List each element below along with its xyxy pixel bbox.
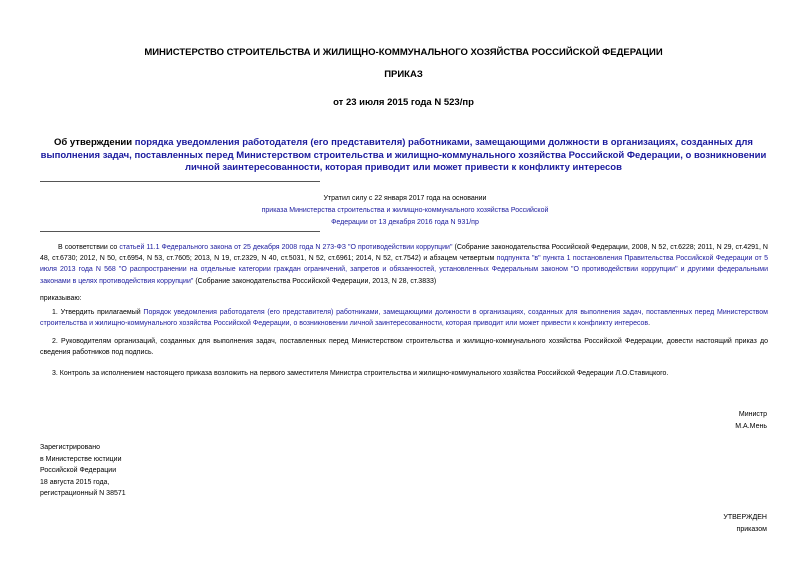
preamble-paragraph bbox=[40, 242, 768, 287]
signature-block bbox=[735, 409, 767, 432]
document-title bbox=[35, 137, 772, 175]
item-1-suffix: . bbox=[648, 320, 651, 328]
preamble-text-3: (Собрание законодательства Российской Федерации, 2013, N 28, ст.3833) bbox=[193, 277, 437, 285]
divider-top bbox=[40, 181, 320, 182]
approval-line-2: приказом bbox=[736, 525, 767, 533]
registration-line-4: 18 августа 2015 года, bbox=[40, 478, 110, 486]
preamble-text-1: В соответствии со bbox=[58, 244, 120, 251]
doc-type-heading: ПРИКАЗ bbox=[384, 69, 423, 80]
orders-label: приказываю: bbox=[40, 295, 82, 302]
approval-block bbox=[723, 512, 767, 535]
signature-role: Министр bbox=[738, 411, 767, 418]
preamble-law-link[interactable]: статьей 11.1 Федерального закона от 25 декабря 2008 года N 273-ФЗ "О противодействии коррупции" bbox=[119, 244, 453, 251]
item-1 bbox=[40, 307, 768, 329]
item-3: 3. Контроль за исполнением настоящего приказа возложить на первого заместителя Министра строительства и жилищно-коммунального хозяйства Российской Федерации Л.О.Ставицкого. bbox=[52, 370, 669, 377]
date-number-heading: от 23 июля 2015 года N 523/пр bbox=[333, 97, 474, 108]
registration-line-2: в Министерстве юстиции bbox=[40, 455, 122, 463]
registration-line-1: Зарегистрировано bbox=[40, 444, 100, 451]
registration-line-5: регистрационный N 38571 bbox=[40, 490, 126, 497]
revocation-line: Утратил силу с 22 января 2017 года на основании bbox=[323, 195, 487, 202]
item-1-link[interactable]: Порядок уведомления работодателя (его представителя) работниками, замещающими должности в организациях, созданных для выполнения задач, поставленных перед Министерством строительства и жилищно-коммунального хозяйства Российской Федерации, о возникновении личной заинтересованности, которая приводит или может привести к конфликту интересов bbox=[40, 309, 768, 328]
title-prefix: Об утверждении bbox=[54, 137, 135, 148]
revocation-note bbox=[250, 193, 560, 229]
preamble-text-2: (Собрание законодательства Российской Федерации, 2008, N 52, ст.6228; 2011, N 29, ст.4291, N 48, ст.6730; 2012, N 50, ст.6954, N 53, ст.7605; 2013, N 19, ст.2329, N 40, ст.5031, N 52, ст.6961; 2014, N 52, ст.7542) и абзацем четвертым bbox=[40, 244, 768, 263]
registration-line-3: Российской Федерации bbox=[40, 467, 117, 474]
item-1-prefix: 1. Утвердить прилагаемый bbox=[52, 309, 144, 316]
ministry-heading: МИНИСТЕРСТВО СТРОИТЕЛЬСТВА И ЖИЛИЩНО-КОММУНАЛЬНОГО ХОЗЯЙСТВА РОССИЙСКОЙ ФЕДЕРАЦИИ bbox=[144, 47, 663, 58]
approval-line-1: УТВЕРЖДЕН bbox=[723, 514, 767, 521]
preamble-decree-link[interactable]: подпункта "в" пункта 1 постановления Правительства Российской Федерации от 5 июля 2013 года N 568 "О распространении на отдельные категории граждан ограничений, запретов и обязанностей, установленных Федеральным законом "О противодействии коррупции" и другими федеральными законами в целях противодействия коррупции" bbox=[40, 255, 768, 285]
title-link[interactable]: порядка уведомления работодателя (его представителя) работниками, замещающими должности в организациях, созданных для выполнения задач, поставленных перед Министерством строительства и жилищно-коммунального хозяйства Российской Федерации, о возникновении личной заинтересованности, которая приводит или может привести к конфликту интересов bbox=[40, 137, 767, 173]
divider-bottom bbox=[40, 231, 320, 232]
registration-block bbox=[40, 442, 126, 500]
item-2: 2. Руководителям организаций, созданных для выполнения задач, поставленных перед Министерством строительства и жилищно-коммунального хозяйства Российской Федерации, довести настоящий приказ до сведения работников под подпись. bbox=[40, 338, 768, 357]
revocation-link[interactable]: приказа Министерства строительства и жилищно-коммунального хозяйства Российской Федерации от 13 декабря 2016 года N 931/пр bbox=[261, 207, 549, 226]
signature-name: М.А.Мень bbox=[735, 422, 767, 430]
